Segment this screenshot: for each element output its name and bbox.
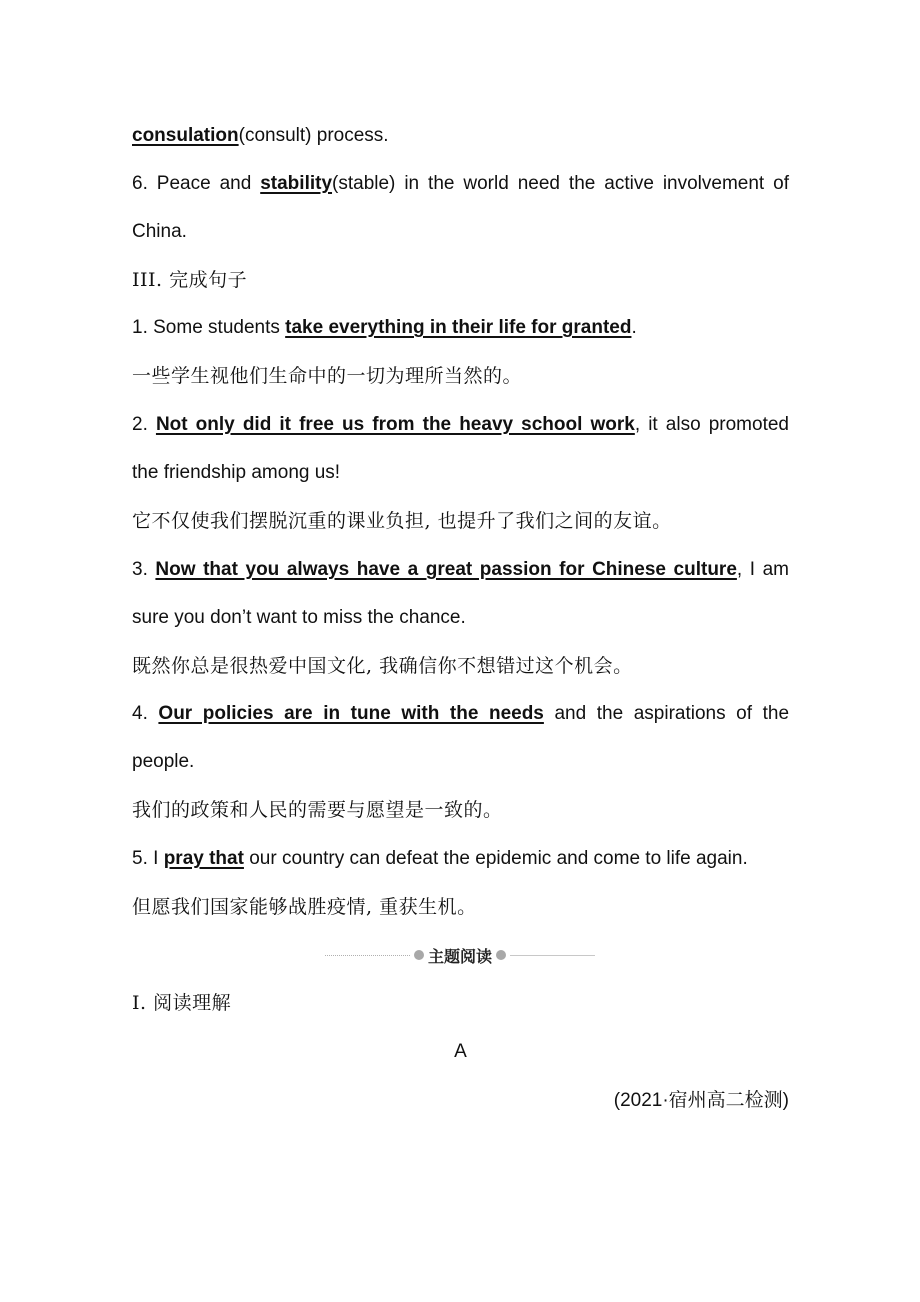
- passage-label: A: [454, 1041, 467, 1062]
- bullet-dot-icon: [496, 950, 506, 960]
- reading-heading: Ⅰ. 阅读理解: [132, 992, 232, 1014]
- sentence-item-5: 5. I pray that our country can defeat the epidemic and come to life again.: [132, 848, 748, 869]
- divider-rule-left: [325, 955, 410, 956]
- answer-text: pray that: [163, 848, 244, 869]
- item-5-continuation: consulation(consult) process.: [132, 125, 389, 146]
- answer-text: Our policies are in tune with the needs: [158, 703, 544, 724]
- answer-text: Not only did it free us from the heavy school work: [155, 414, 635, 435]
- translation-4: 我们的政策和人民的需要与愿望是一致的。: [132, 799, 503, 821]
- sentence-item-3-continuation: sure you don’t want to miss the chance.: [132, 607, 466, 628]
- divider-rule-right: [510, 955, 595, 956]
- answer-text: consulation: [132, 125, 239, 146]
- answer-text: take everything in their life for granted: [285, 317, 632, 338]
- sentence-item-3: 3. Now that you always have a great passion for Chinese culture, I am: [132, 559, 790, 580]
- item-6: 6. Peace and stability(stable) in the world need the active involvement of: [132, 173, 789, 194]
- answer-text: Now that you always have a great passion for Chinese culture: [155, 559, 737, 580]
- divider-label: 主题阅读: [428, 946, 493, 966]
- section-divider: [325, 943, 595, 967]
- sentence-item-2: 2. Not only did it free us from the heavy school work, it also promoted: [132, 414, 789, 435]
- translation-3: 既然你总是很热爱中国文化, 我确信你不想错过这个机会。: [132, 655, 633, 677]
- translation-2: 它不仅使我们摆脱沉重的课业负担, 也提升了我们之间的友谊。: [132, 510, 672, 532]
- translation-5: 但愿我们国家能够战胜疫情, 重获生机。: [132, 896, 477, 918]
- sentence-item-4-continuation: people.: [132, 751, 195, 772]
- bullet-dot-icon: [414, 950, 424, 960]
- sentence-item-1: 1. Some students take everything in their life for granted.: [132, 317, 637, 338]
- passage-source: (2021·宿州高二检测): [613, 1090, 789, 1111]
- section-heading-iii: III. 完成句子: [132, 269, 248, 291]
- sentence-item-2-continuation: the friendship among us!: [132, 462, 341, 483]
- sentence-item-4: 4. Our policies are in tune with the needs and the aspirations of the: [132, 703, 790, 724]
- translation-1: 一些学生视他们生命中的一切为理所当然的。: [132, 365, 523, 387]
- answer-text: stability: [260, 173, 333, 194]
- item-6-continuation: China.: [132, 221, 187, 242]
